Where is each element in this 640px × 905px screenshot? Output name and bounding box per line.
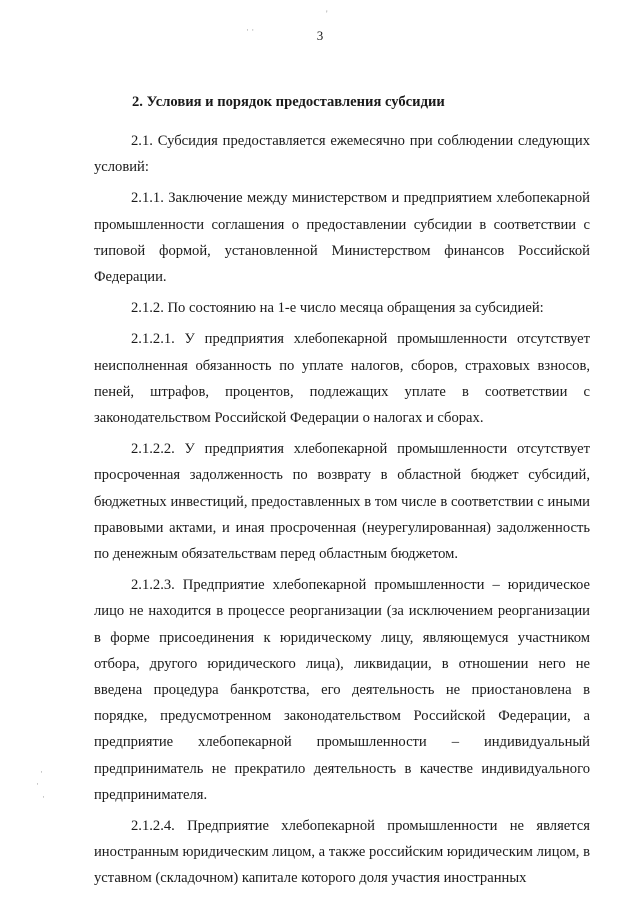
section-heading: 2. Условия и порядок предоставления субсидии (132, 94, 445, 110)
scan-artifact: ' (326, 9, 328, 19)
scan-artifact: · (42, 792, 45, 802)
document-body (94, 89, 590, 892)
paragraph-2-1-2-3: 2.1.2.3. Предприятие хлебопекарной промышленности – юридическое лицо не находится в процессе реорганизации (за исключением реорганизации в форме присоединения к юридическому лицу, являющемуся участником отбора, другого юридического лица), ликвидации, в отношении него не введена процедура банкротства, его деятельность не приостановлена в порядке, предусмотренном законодательством Российской Федерации, а предприятие хлебопекарной промышленности – индивидуальный предприниматель не прекратило деятельность в качестве индивидуального предпринимателя. (94, 577, 590, 803)
paragraph-2-1: 2.1. Субсидия предоставляется ежемесячно при соблюдении следующих условий: (94, 133, 590, 176)
scan-artifact: · · (246, 25, 255, 35)
scan-artifact: · (40, 767, 43, 777)
paragraph-2-1-2-2: 2.1.2.2. У предприятия хлебопекарной промышленности отсутствует просроченная задолженность по возврату в областной бюджет субсидий, бюджетных инвестиций, предоставленных в том числе в соответствии с иными правовыми актами, и иная просроченная (неурегулированная) задолженность по денежным обязательствам перед областным бюджетом. (94, 441, 590, 563)
paragraph-2-1-1: 2.1.1. Заключение между министерством и предприятием хлебопекарной промышленности соглашения о предоставлении субсидии в соответствии с типовой формой, установленной Министерством финансов Российской Федерации. (94, 190, 590, 286)
paragraph-2-1-2: 2.1.2. По состоянию на 1-е число месяца обращения за субсидией: (131, 300, 544, 317)
paragraph-2-1-2-4: 2.1.2.4. Предприятие хлебопекарной промышленности не является иностранным юридическим лицом, а также российским юридическим лицом, в уставном (складочном) капитале которого доля участия иностранных (94, 818, 590, 887)
scan-artifact: · (36, 779, 39, 789)
paragraph-2-1-2-1: 2.1.2.1. У предприятия хлебопекарной промышленности отсутствует неисполненная обязанность по уплате налогов, сборов, страховых взносов, пеней, штрафов, процентов, подлежащих уплате в соответствии с законодательством Российской Федерации о налогах и сборах. (94, 331, 590, 427)
page-number: 3 (316, 28, 324, 43)
